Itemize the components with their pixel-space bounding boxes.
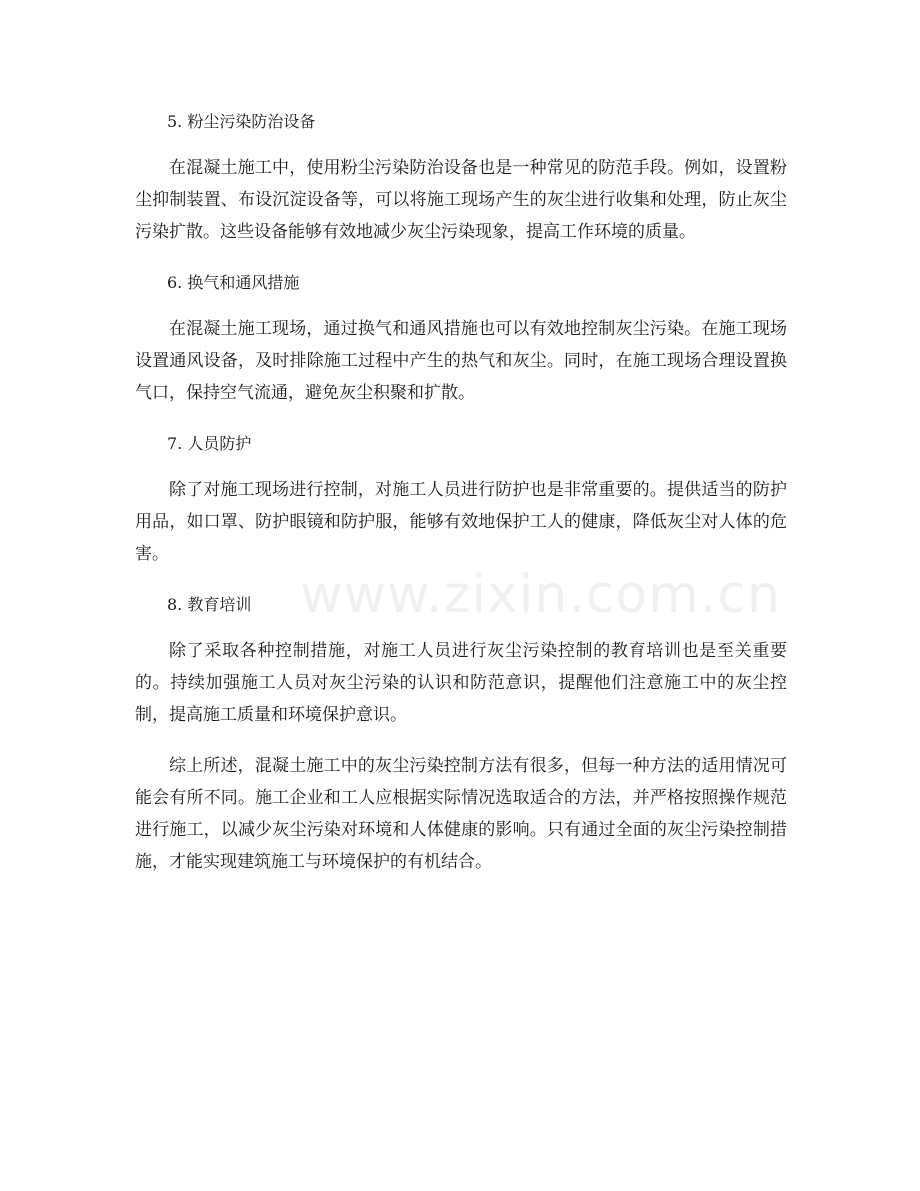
- section-heading-5: 5. 粉尘污染防治设备: [167, 112, 316, 131]
- section-heading-6: 6. 换气和通风措施: [167, 273, 300, 292]
- conclusion-paragraph: 综上所述，混凝土施工中的灰尘污染控制方法有很多，但每一种方法的适用情况可能会有所不同。施工企业和工人应根据实际情况选取适合的方法，并严格按照操作规范进行施工，以减少灰尘污染对环境和人体健康的影响。只有通过全面的灰尘污染控制措施，才能实现建筑施工与环境保护的有机结合。: [135, 756, 787, 872]
- section-paragraph-7: 除了对施工现场进行控制，对施工人员进行防护也是非常重要的。提供适当的防护用品，如口罩、防护眼镜和防护服，能够有效地保护工人的健康，降低灰尘对人体的危害。: [135, 480, 787, 564]
- watermark: www.zixin.com.cn: [300, 565, 781, 625]
- section-paragraph-6: 在混凝土施工现场，通过换气和通风措施也可以有效地控制灰尘污染。在施工现场设置通风设备，及时排除施工过程中产生的热气和灰尘。同时，在施工现场合理设置换气口，保持空气流通，避免灰尘积聚和扩散。: [135, 319, 787, 403]
- document-body: [135, 106, 787, 897]
- section-paragraph-5: 在混凝土施工中，使用粉尘污染防治设备也是一种常见的防范手段。例如，设置粉尘抑制装置、布设沉淀设备等，可以将施工现场产生的灰尘进行收集和处理，防止灰尘污染扩散。这些设备能够有效地减少灰尘污染现象，提高工作环境的质量。: [135, 158, 787, 242]
- section-heading-8: 8. 教育培训: [167, 595, 252, 614]
- section-paragraph-8: 除了采取各种控制措施，对施工人员进行灰尘污染控制的教育培训也是至关重要的。持续加强施工人员对灰尘污染的认识和防范意识，提醒他们注意施工中的灰尘控制，提高施工质量和环境保护意识。: [135, 641, 787, 725]
- section-heading-7: 7. 人员防护: [167, 434, 252, 453]
